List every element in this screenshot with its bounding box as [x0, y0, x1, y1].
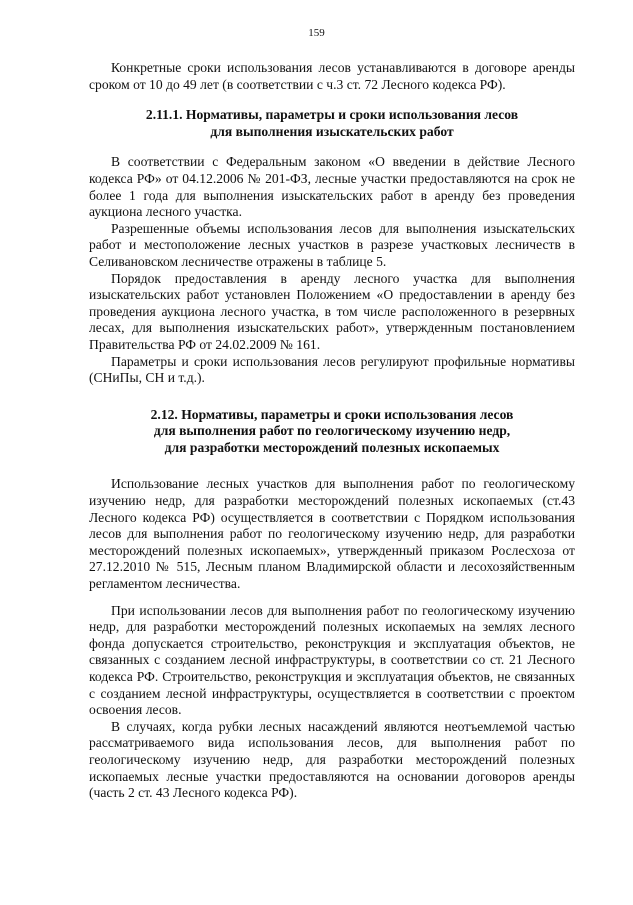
heading-line: 2.12. Нормативы, параметры и сроки использования лесов [150, 406, 514, 422]
body-paragraph: В соответствии с Федеральным законом «О введении в действие Лесного кодекса РФ» от 04.12.2006 № 201-ФЗ, лесные участки предоставляются на срок не более 1 года для выполнения изыскательских работ в аренду без проведения аукциона лесного участка. [89, 154, 575, 220]
body-paragraph: В случаях, когда рубки лесных насаждений являются неотъемлемой частью рассматриваемого вида использования лесов, для выполнения работ по геологическому изучению недр, для разработки месторождений полезных ископаемых лесные участки предоставляются на основании договоров аренды (часть 2 ст. 43 Лесного кодекса РФ). [89, 718, 575, 801]
page-number: 159 [308, 27, 325, 39]
heading-line: для выполнения работ по геологическому изучению недр, [153, 423, 511, 439]
page-content [89, 60, 575, 802]
body-paragraph: Порядок предоставления в аренду лесного участка для выполнения изыскательских работ установлен Положением «О предоставлении в аренду без проведения аукциона лесного участка, в том числе расположенного в резервных лесах, для выполнения изыскательских работ», утвержденным постановлением Правительства РФ от 24.02.2009 № 161. [89, 270, 575, 352]
heading-line: для выполнения изыскательских работ [210, 123, 454, 139]
intro-paragraph: Конкретные сроки использования лесов устанавливаются в договоре аренды сроком от 10 до 49 лет (в соответствии с ч.3 ст. 72 Лесного кодекса РФ). [89, 60, 575, 92]
section-2-12-heading [89, 407, 575, 457]
body-paragraph: Параметры и сроки использования лесов регулируют профильные нормативы (СНиПы, СН и т.д.). [89, 353, 575, 386]
body-paragraph: Разрешенные объемы использования лесов для выполнения изыскательских работ и местоположение лесных участков в разрезе участковых лесничеств в Селивановском лесничестве отражены в таблице 5. [89, 220, 575, 269]
section-2-11-1-heading [89, 107, 575, 140]
heading-line: 2.11.1. Нормативы, параметры и сроки использования лесов [145, 107, 519, 123]
heading-line: для разработки месторождений полезных ископаемых [164, 439, 500, 455]
body-paragraph: Использование лесных участков для выполнения работ по геологическому изучению недр, для разработки месторождений полезных ископаемых (ст.43 Лесного кодекса РФ) осуществляется в соответствии с Порядком использования лесов для выполнения работ по геологическому изучению недр, для разработки месторождений полезных ископаемых», утвержденный приказом Рослесхоза от 27.12.2010 № 515, Лесным планом Владимирской области и лесохозяйственным регламентом лесничества. [89, 476, 575, 592]
body-paragraph: При использовании лесов для выполнения работ по геологическому изучению недр, для разработки месторождений полезных ископаемых на землях лесного фонда допускается строительство, реконструкция и эксплуатация объектов, не связанных с созданием лесной инфраструктуры, в соответствии со ст. 21 Лесного кодекса РФ. Строительство, реконструкция и эксплуатация объектов, не связанных с созданием лесной инфраструктуры, осуществляется в соответствии с проектом освоения лесов. [89, 602, 575, 718]
